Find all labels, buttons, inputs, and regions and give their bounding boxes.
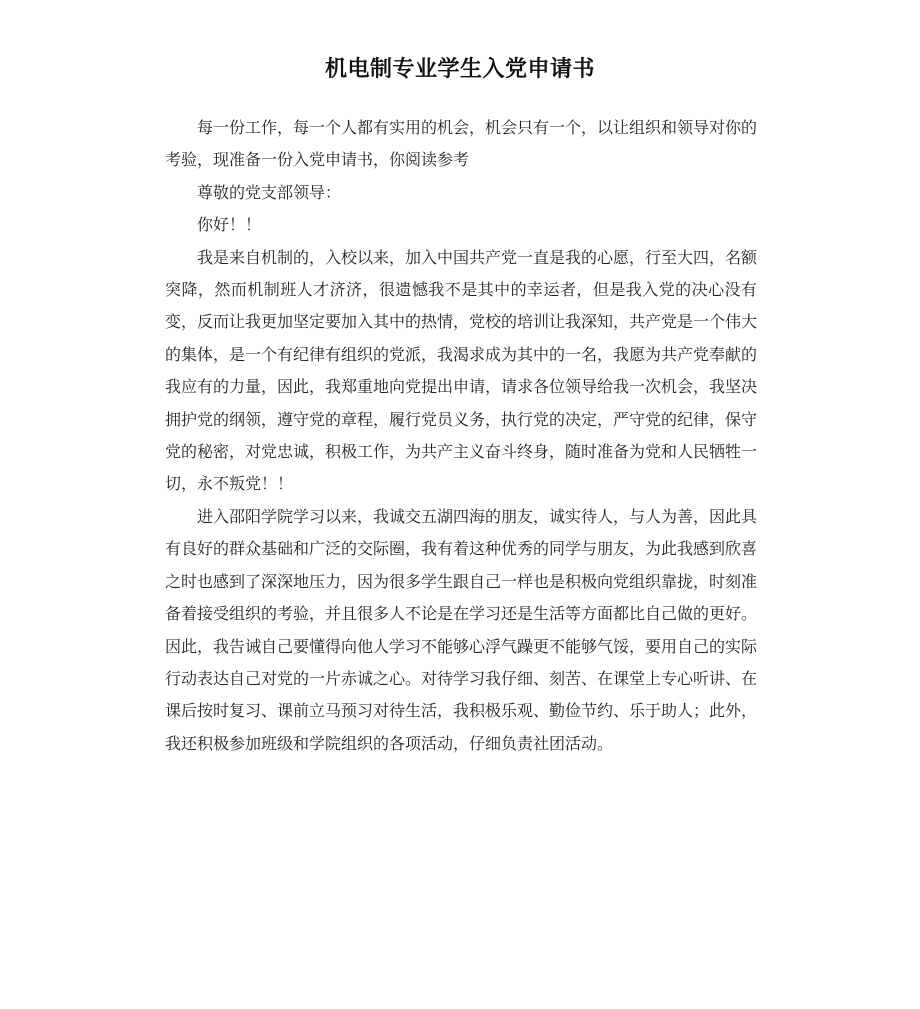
body-paragraph-2: 进入邵阳学院学习以来，我诚交五湖四海的朋友，诚实待人，与人为善，因此具有良好的群众基础和广泛的交际圈，我有着这种优秀的同学与朋友，为此我感到欣喜之时也感到了深深地压力，因为很多学生跟自己一样也是积极向党组织靠拢，时刻准备着接受组织的考验，并且很多人不论是在学习还是生活等方面都比自己做的更好。因此，我告诫自己要懂得向他人学习不能够心浮气躁更不能够气馁，要用自己的实际行动表达自己对党的一片赤诚之心。对待学习我仔细、刻苦、在课堂上专心听讲、在课后按时复习、课前立马预习对待生活，我积极乐观、勤俭节约、乐于助人；此外，我还积极参加班级和学院组织的各项活动，仔细负责社团活动。 bbox=[165, 506, 758, 753]
body-paragraph-1: 我是来自机制的，入校以来，加入中国共产党一直是我的心愿，行至大四，名额突降，然而机制班人才济济，很遗憾我不是其中的幸运者，但是我入党的决心没有变，反而让我更加坚定要加入其中的热情，党校的培训让我深知，共产党是一个伟大的集体，是一个有纪律有组织的党派，我渴求成为其中的一名，我愿为共产党奉献的我应有的力量，因此，我郑重地向党提出申请，请求各位领导给我一次机会，我坚决拥护党的纲领，遵守党的章程，履行党员义务，执行党的决定，严守党的纪律，保守党的秘密，对党忠诚，积极工作，为共产主义奋斗终身，随时准备为党和人民牺牲一切，永不叛党！！ bbox=[165, 247, 758, 494]
document-body bbox=[165, 112, 757, 760]
salutation: 尊敬的党支部领导： bbox=[197, 182, 342, 202]
greeting: 你好！！ bbox=[197, 215, 262, 235]
intro-paragraph: 每一份工作，每一个人都有实用的机会，机会只有一个，以让组织和领导对你的考验，现准备一份入党申请书，你阅读参考 bbox=[165, 118, 758, 170]
document-title: 机电制专业学生入党申请书 bbox=[324, 57, 595, 82]
